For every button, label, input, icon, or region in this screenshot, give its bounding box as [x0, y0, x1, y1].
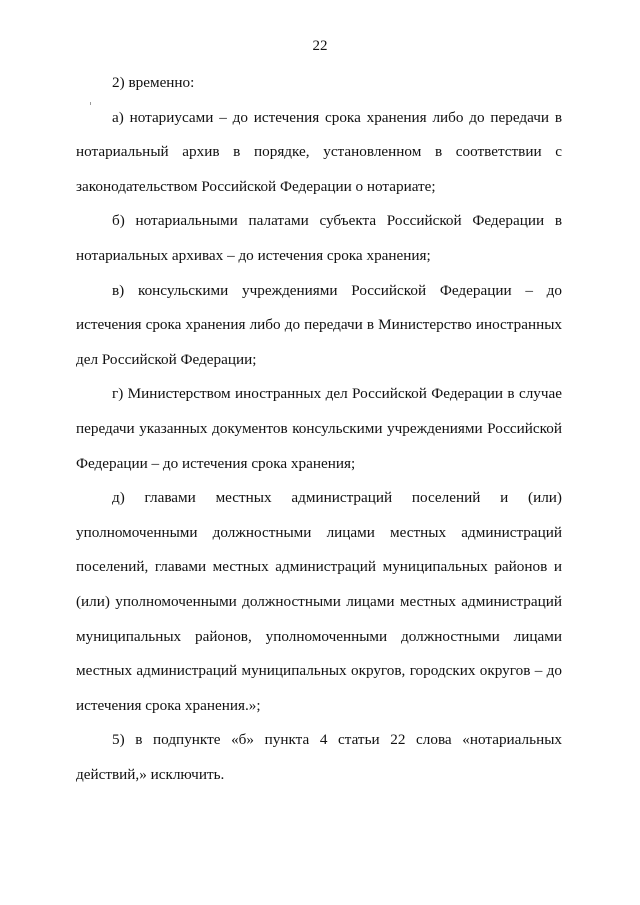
paragraph-subitem-v: в) консульскими учреждениями Российской Федерации – до истечения срока хранения либо до передачи в Министерство иностранных дел Российской Федерации;: [76, 281, 562, 368]
paragraph-subitem-a: а) нотариусами – до истечения срока хранения либо до передачи в нотариальный архив в порядке, установленном в соответствии с законодательством Российской Федерации о нотариате;: [76, 108, 562, 195]
document-body: [76, 66, 562, 792]
paragraph-item-2: 2) временно:: [112, 74, 195, 91]
paragraph-subitem-b: б) нотариальными палатами субъекта Российской Федерации в нотариальных архивах – до истечения срока хранения;: [76, 212, 562, 264]
paragraph-item-5: 5) в подпункте «б» пункта 4 статьи 22 слова «нотариальных действий,» исключить.: [76, 731, 562, 783]
paragraph-subitem-d: д) главами местных администраций поселений и (или) уполномоченными должностными лицами местных администраций поселений, главами местных администраций муниципальных районов и (или) уполномоченными должностными лицами местных администраций муниципальных районов, уполномоченными должностными лицами местных администраций муниципальных округов, городских округов – до истечения срока хранения.»;: [76, 489, 562, 714]
page-number: 22: [312, 38, 328, 54]
paragraph-subitem-g: г) Министерством иностранных дел Российской Федерации в случае передачи указанных документов консульскими учреждениями Российской Федерации – до истечения срока хранения;: [76, 385, 562, 472]
